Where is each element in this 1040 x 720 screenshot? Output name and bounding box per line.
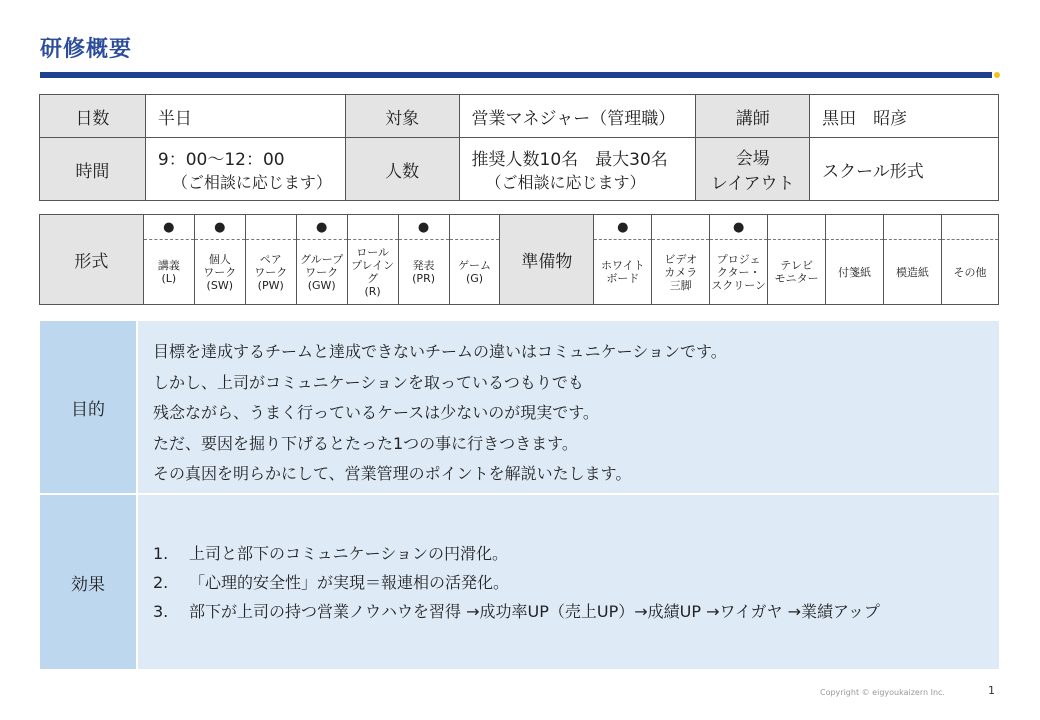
time-note: （ご相談に応じます）	[171, 173, 332, 192]
format-option-presentation: 発表 (PR)	[398, 240, 449, 305]
effect-item-text: 上司と部下のコミュニケーションの円滑化。	[189, 544, 509, 563]
equipment-mark	[826, 215, 884, 240]
equipment-mark	[768, 215, 826, 240]
purpose-line: 残念ながら、うまく行っているケースは少ないのが現実です。	[153, 403, 599, 422]
equipment-item-whiteboard: ホワイト ボード	[594, 240, 652, 305]
target-label: 対象	[345, 95, 459, 138]
accent-dot	[994, 72, 1000, 78]
effect-number: 2.	[153, 573, 169, 592]
people-cell	[459, 138, 696, 201]
equipment-mark	[883, 215, 941, 240]
purpose-label: 目的	[40, 321, 136, 493]
people-note: （ご相談に応じます）	[485, 173, 646, 192]
page-title: 研修概要	[40, 37, 133, 62]
equipment-mark: ●	[710, 215, 768, 240]
venue-label	[696, 138, 810, 201]
time-value: 9：00～12：00	[157, 150, 285, 170]
format-mark	[245, 215, 296, 240]
equipment-item-other: その他	[941, 240, 998, 305]
format-option-role-play: ロール プレイング (R)	[347, 240, 398, 305]
equipment-mark: ●	[594, 215, 652, 240]
equipment-mark	[941, 215, 998, 240]
equipment-item-video-camera: ビデオ カメラ 三脚	[652, 240, 710, 305]
format-mark: ●	[194, 215, 245, 240]
format-option-group-work: グループ ワーク (GW)	[296, 240, 347, 305]
format-option-lecture: 講義 (L)	[143, 240, 194, 305]
format-mark: ●	[143, 215, 194, 240]
people-value: 推奨人数10名 最大30名	[471, 150, 668, 170]
effect-item-text: 部下が上司の持つ営業ノウハウを習得 →成功率UP（売上UP）→成績UP →ワイガヤ →業績アップ	[189, 602, 880, 621]
format-option-pair-work: ペア ワーク (PW)	[245, 240, 296, 305]
equipment-label: 準備物	[500, 215, 594, 305]
title-underline	[40, 72, 992, 78]
purpose-line: 目標を達成するチームと達成できないチームの違いはコミュニケーションです。	[153, 342, 727, 361]
purpose-line: その真因を明らかにして、営業管理のポイントを解説いたします。	[153, 464, 632, 483]
purpose-section	[40, 321, 999, 493]
equipment-item-tv-monitor: テレビ モニター	[768, 240, 826, 305]
equipment-item-poster-paper: 模造紙	[883, 240, 941, 305]
overview-row-1	[40, 95, 999, 138]
effect-label: 効果	[40, 495, 136, 669]
purpose-line: しかし、上司がコミュニケーションを取っているつもりでも	[153, 372, 584, 392]
target-value: 営業マネジャー（管理職）	[459, 95, 696, 138]
equipment-mark	[652, 215, 710, 240]
format-option-game: ゲーム (G)	[449, 240, 500, 305]
equipment-item-sticky-notes: 付箋紙	[826, 240, 884, 305]
effect-item-text: 「心理的安全性」が実現＝報連相の活発化。	[189, 573, 510, 592]
people-label: 人数	[345, 138, 459, 201]
days-label: 日数	[40, 95, 146, 138]
effect-number: 1.	[153, 544, 169, 563]
format-table	[39, 214, 999, 305]
purpose-line: ただ、要因を掘り下げるとたった1つの事に行きつきます。	[153, 433, 578, 453]
format-option-solo-work: 個人 ワーク (SW)	[194, 240, 245, 305]
effect-number: 3.	[153, 602, 169, 621]
effect-item	[153, 539, 999, 568]
venue-value: スクール形式	[810, 138, 999, 201]
overview-row-2	[40, 138, 999, 201]
copyright: Copyright © eigyoukaizern Inc.	[820, 688, 945, 697]
venue-label-line-1: 会場	[735, 149, 770, 169]
equipment-item-projector: プロジェ クター・ スクリーン	[710, 240, 768, 305]
time-label: 時間	[40, 138, 146, 201]
purpose-text	[138, 321, 999, 493]
days-value: 半日	[145, 95, 345, 138]
format-mark	[347, 215, 398, 240]
effect-item	[153, 568, 999, 597]
format-mark: ●	[296, 215, 347, 240]
effect-item	[153, 597, 999, 626]
overview-table	[39, 94, 999, 201]
effect-section	[40, 495, 999, 669]
page-number: 1	[988, 684, 995, 697]
time-cell	[145, 138, 345, 201]
instructor-value: 黒田 昭彦	[810, 95, 999, 138]
venue-label-line-2: レイアウト	[710, 174, 795, 194]
format-label: 形式	[40, 215, 144, 305]
format-mark	[449, 215, 500, 240]
format-mark: ●	[398, 215, 449, 240]
effect-text	[138, 495, 999, 669]
format-mark-row	[40, 215, 999, 240]
instructor-label: 講師	[696, 95, 810, 138]
